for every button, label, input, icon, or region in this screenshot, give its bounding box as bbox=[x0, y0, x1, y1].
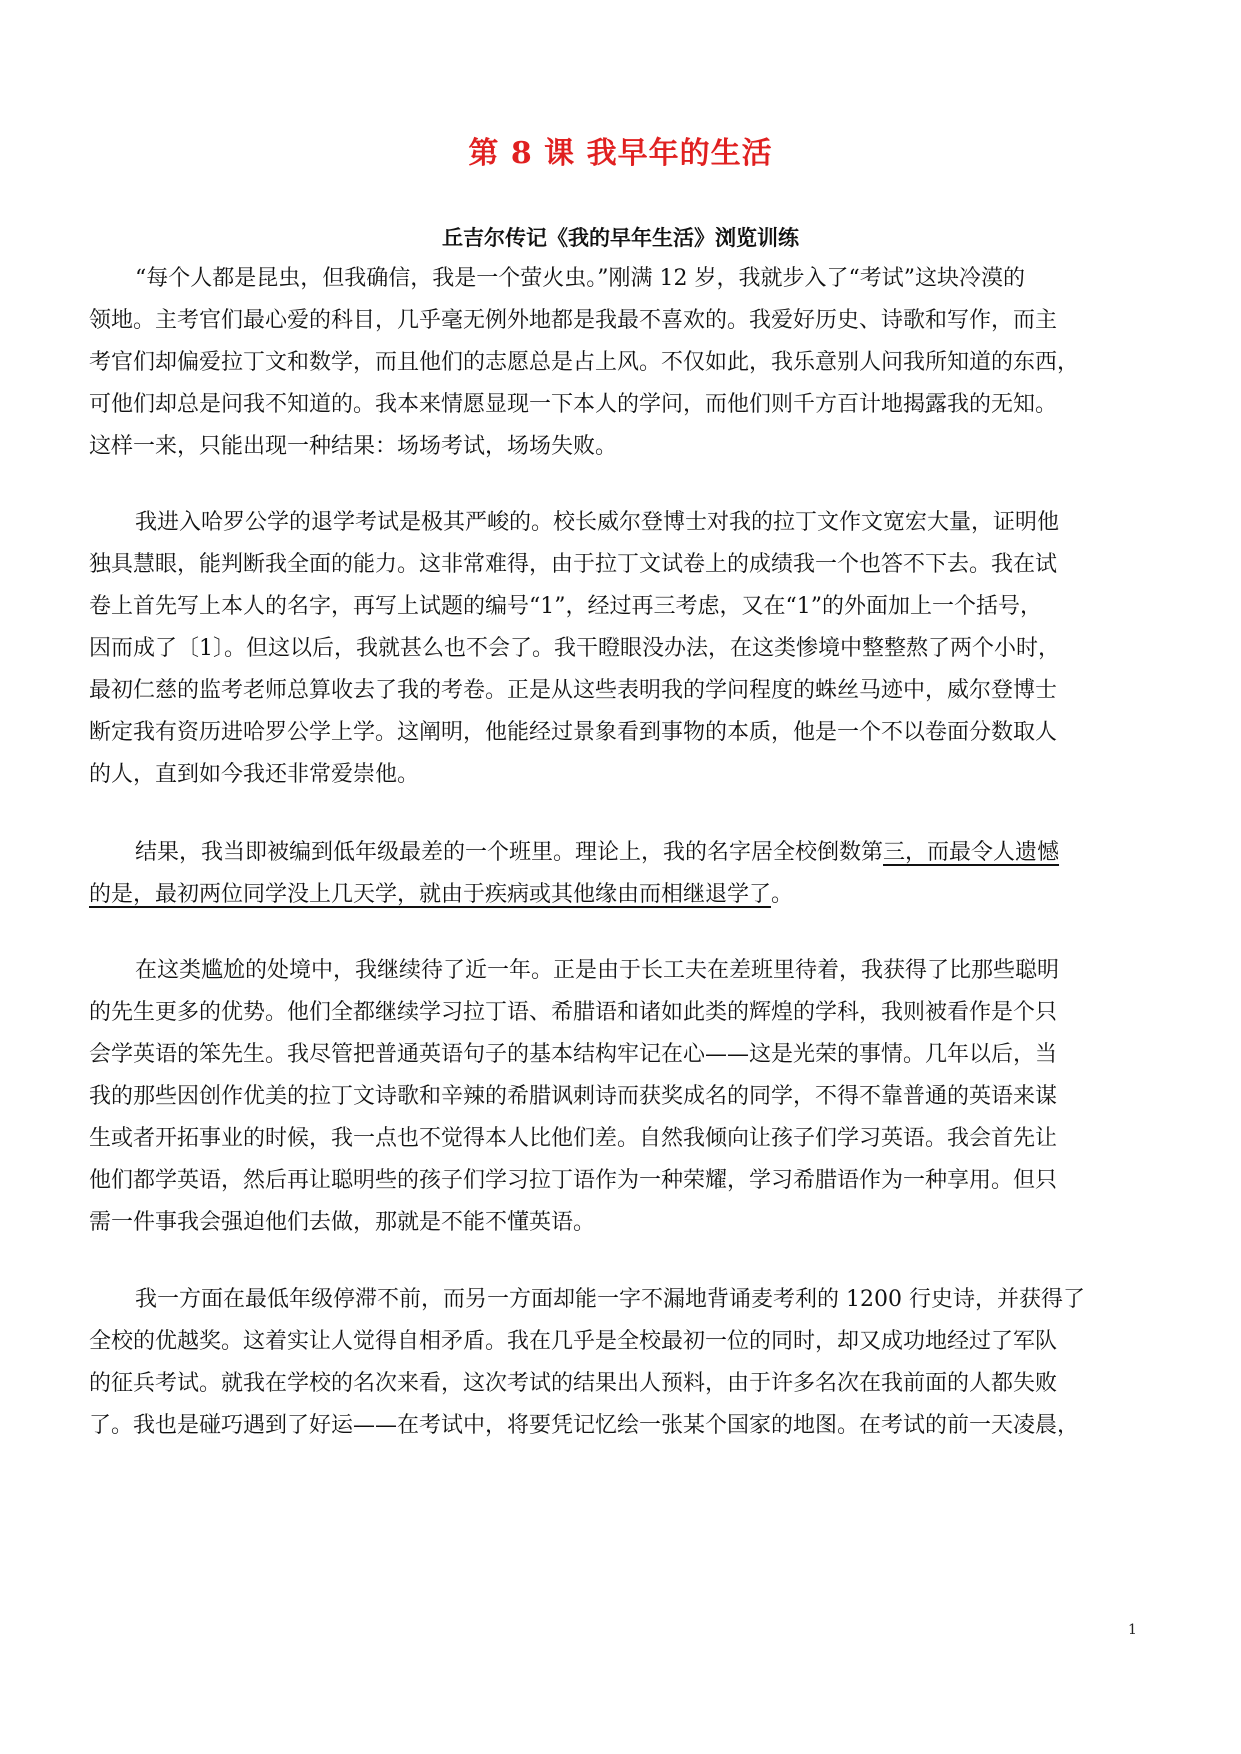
text-line: 的先生更多的优势。他们全都继续学习拉丁语、希腊语和诸如此类的辉煌的学科，我则被看作是个只 bbox=[89, 1000, 1058, 1025]
text-line: 领地。主考官们最心爱的科目，几乎毫无例外地都是我最不喜欢的。我爱好历史、诗歌和写作，而主 bbox=[89, 308, 1058, 333]
paragraph-3 bbox=[89, 832, 1179, 916]
page-number: 1 bbox=[1128, 1622, 1137, 1638]
text-line: 了。我也是碰巧遇到了好运——在考试中，将要凭记忆绘一张某个国家的地图。在考试的前一天凌晨， bbox=[89, 1413, 1080, 1438]
plain-text: 结果，我当即被编到低年级最差的一个班里。理论上，我的名字居全校倒数第 bbox=[135, 840, 884, 865]
text-line: 他们都学英语，然后再让聪明些的孩子们学习拉丁语作为一种荣耀，学习希腊语作为一种享用。但只 bbox=[89, 1168, 1058, 1193]
text-line: 考官们却偏爱拉丁文和数学，而且他们的志愿总是占上风。不仅如此，我乐意别人问我所知道的东西， bbox=[89, 350, 1080, 375]
text-line: 我一方面在最低年级停滞不前，而另一方面却能一字不漏地背诵麦考利的 1200 行史诗，并获得了 bbox=[135, 1287, 1085, 1312]
text-line: 我的那些因创作优美的拉丁文诗歌和辛辣的希腊讽刺诗而获奖成名的同学，不得不靠普通的英语来谋 bbox=[89, 1084, 1058, 1109]
text-line: 卷上首先写上本人的名字，再写上试题的编号“1”，经过再三考虑，又在“1”的外面加上一个括号， bbox=[89, 594, 1042, 619]
text-line: 生或者开拓事业的时候，我一点也不觉得本人比他们差。自然我倾向让孩子们学习英语。我会首先让 bbox=[89, 1126, 1058, 1151]
paragraph-2 bbox=[89, 502, 1179, 796]
text-line: 断定我有资历进哈罗公学上学。这阐明，他能经过景象看到事物的本质，他是一个不以卷面分数取人 bbox=[89, 720, 1058, 745]
text-line: 独具慧眼，能判断我全面的能力。这非常难得，由于拉丁文试卷上的成绩我一个也答不下去。我在试 bbox=[89, 552, 1058, 577]
text-line: 会学英语的笨先生。我尽管把普通英语句子的基本结构牢记在心——这是光荣的事情。几年以后，当 bbox=[89, 1042, 1058, 1067]
text-line: 我进入哈罗公学的退学考试是极其严峻的。校长威尔登博士对我的拉丁文作文宽宏大量，证明他 bbox=[135, 510, 1060, 535]
text-line bbox=[89, 832, 1179, 874]
text-line: 需一件事我会强迫他们去做，那就是不能不懂英语。 bbox=[89, 1210, 596, 1235]
lesson-subtitle: 丘吉尔传记《我的早年生活》浏览训练 bbox=[442, 225, 799, 250]
text-line: 可他们却总是问我不知道的。我本来情愿显现一下本人的学问，而他们则千方百计地揭露我的无知。 bbox=[89, 392, 1058, 417]
text-line: 因而成了〔1〕。但这以后，我就甚么也不会了。我干瞪眼没办法，在这类惨境中整整熬了两个小时， bbox=[89, 636, 1061, 661]
paragraph-5 bbox=[89, 1279, 1179, 1447]
text-line: 最初仁慈的监考老师总算收去了我的考卷。正是从这些表明我的学问程度的蛛丝马迹中，威尔登博士 bbox=[89, 678, 1058, 703]
lesson-title: 第 8 课 我早年的生活 bbox=[468, 136, 773, 171]
text-line: 在这类尴尬的处境中，我继续待了近一年。正是由于长工夫在差班里待着，我获得了比那些聪明 bbox=[135, 958, 1060, 983]
plain-text: 。 bbox=[771, 882, 794, 907]
underlined-text: 三，而最令人遗憾 bbox=[883, 840, 1060, 865]
underlined-text: 的是，最初两位同学没上几天学，就由于疾病或其他缘由而相继退学了 bbox=[89, 882, 772, 907]
text-line: 的人，直到如今我还非常爱崇他。 bbox=[89, 762, 420, 787]
paragraph-4 bbox=[89, 950, 1179, 1244]
text-line: 的征兵考试。就我在学校的名次来看，这次考试的结果出人预料，由于许多名次在我前面的人都失败 bbox=[89, 1371, 1058, 1396]
text-line: 这样一来，只能出现一种结果：场场考试，场场失败。 bbox=[89, 434, 618, 459]
text-line: 全校的优越奖。这着实让人觉得自相矛盾。我在几乎是全校最初一位的同时，却又成功地经过了军队 bbox=[89, 1329, 1058, 1354]
paragraph-1 bbox=[89, 258, 1179, 468]
text-line: “每个人都是昆虫，但我确信，我是一个萤火虫。”刚满 12 岁，我就步入了“考试”这块冷漠的 bbox=[135, 266, 1025, 291]
text-line bbox=[89, 874, 1179, 916]
